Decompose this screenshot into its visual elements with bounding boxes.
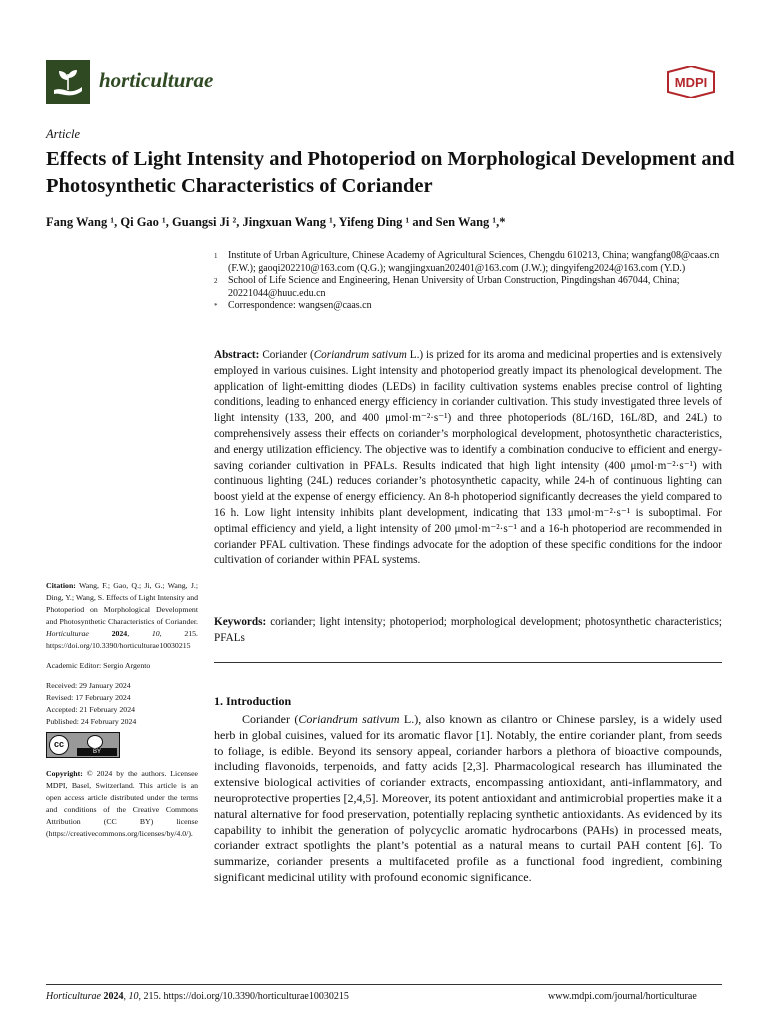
citation-volume: , 10, bbox=[127, 629, 162, 638]
citation-label: Citation: bbox=[46, 581, 76, 590]
keywords bbox=[214, 615, 722, 647]
keywords-text: coriander; light intensity; photoperiod; morphological development; photosynthetic characteristics; PFALs bbox=[214, 616, 723, 644]
publisher-name: MDPI bbox=[674, 75, 708, 90]
journal-name: horticulturae bbox=[99, 68, 214, 92]
mdpi-logo bbox=[664, 66, 718, 98]
copyright-text: © 2024 by the authors. Licensee MDPI, Basel, Switzerland. This article is an open access article distributed under the terms and conditions of the Creative Commons Attribution (CC BY) license (https://creativecommons.org/licenses/by/4.0/). bbox=[46, 769, 198, 838]
footer-citation bbox=[46, 991, 349, 1002]
abstract-text: L.) is prized for its aroma and medicinal properties and is extensively employed in various cuisines. Light intensity and photoperiod greatly impact its phenological development. The application of light-emitting diodes (LEDs) in facility cultivation systems enables precise control of lighting conditions, leading to enhanced energy efficiency in coriander cultivation. This study investigated three levels of light intensity (133, 200, and 400 μmol·m⁻²·s⁻¹) and three photoperiods (8L/16D, 16L/8D, and 24L) to comprehensively assess their effects on coriander’s morphological development, photosynthetic characteristics, and energy utilization efficiency. The objective was to identify a combination conducive to efficient and energy-saving coriander cultivation in PFALs. Results indicated that high light intensity (400 μmol·m⁻²·s⁻¹) with continuous lighting (24L) reduces coriander’s photosynthetic capacity, while 24-h of continuous lighting can boost yield at the expense of energy efficiency. An 8-h photoperiod significantly decreases the yield compared to 16 h. Low light intensity inhibits plant development, indicating that 133 μmol·m⁻²·s⁻¹ is suboptimal. For optimal efficiency and yield, a light intensity of 200 μmol·m⁻²·s⁻¹ and a 16-h photoperiod are recommended in coriander PFAL cultivation. These findings advocate for the adoption of these specific conditions for the indoor cultivation of coriander within PFAL systems. bbox=[214, 349, 722, 567]
paragraph bbox=[214, 712, 722, 886]
plant-hand-icon bbox=[46, 60, 90, 104]
citation bbox=[46, 580, 198, 652]
cc-icon: cc bbox=[49, 735, 69, 755]
affiliation-mark: 1 bbox=[214, 252, 218, 260]
abstract-label: Abstract: bbox=[214, 349, 260, 361]
footer-divider bbox=[46, 984, 722, 985]
revised-date: Revised: 17 February 2024 bbox=[46, 693, 131, 702]
copyright bbox=[46, 768, 198, 840]
affiliations bbox=[214, 250, 734, 313]
footer-journal-url[interactable]: www.mdpi.com/journal/horticulturae bbox=[548, 991, 697, 1002]
introduction-body bbox=[214, 712, 722, 886]
keywords-label: Keywords: bbox=[214, 616, 267, 628]
accepted-date: Accepted: 21 February 2024 bbox=[46, 705, 135, 714]
person-icon bbox=[87, 735, 103, 749]
affiliation-text: Institute of Urban Agriculture, Chinese Academy of Agricultural Sciences, Chengdu 610213, China; wangfang08@caas.cn (F.W.); gaoqi202210@163.com (Q.G.); wangjingxuan202401@163.com (J.W.); dingyifeng2024@163.com (Y.D.) bbox=[228, 250, 720, 274]
article-title: Effects of Light Intensity and Photoperiod on Morphological Development and Photosynthetic Characteristics of Coriander bbox=[46, 148, 735, 197]
journal-logo bbox=[46, 60, 90, 104]
species-name: Coriandrum sativum bbox=[298, 712, 400, 726]
published-date: Published: 24 February 2024 bbox=[46, 717, 137, 726]
academic-editor: Academic Editor: Sergio Argento bbox=[46, 661, 151, 670]
section-divider bbox=[214, 662, 722, 663]
species-name: Coriandrum sativum bbox=[313, 349, 407, 361]
by-label: BY bbox=[77, 748, 117, 756]
correspondence bbox=[214, 300, 734, 313]
received-date: Received: 29 January 2024 bbox=[46, 681, 131, 690]
citation-journal: Horticulturae bbox=[46, 629, 89, 638]
footer-journal: Horticulturae bbox=[46, 991, 101, 1002]
cc-by-license-icon[interactable] bbox=[46, 732, 120, 758]
abstract bbox=[214, 348, 722, 569]
article-type: Article bbox=[46, 127, 81, 141]
paragraph-text: L.), also known as cilantro or Chinese parsley, is a widely used herb in global cuisines, valued for its aromatic flavor [1]. Notably, the entire coriander plant, from seeds to foliage, is edible. Beyond its sensory appeal, coriander harbors a plethora of bioactive compounds, including flavonoids, terpenoids, and fatty acids [2,3]. Pharmacological research has illuminated the extensive biological activities of coriander extracts, encompassing antioxidant, anti-inflammatory, and neuroprotective properties [2,4,5]. Moreover, its potent antioxidant and antimicrobial properties make it a natural alternative for food preservation, potentially replacing synthetic antioxidants. As evidenced by its capability to inhibit the generation of polycyclic aromatic hydrocarbons (PAHs) in processed meats, coriander extract spotlights the plant’s potential as a natural means to curtail PAH content [6]. To summarize, coriander presents a multifaceted profile as a functional food ingredient, combining significant medicinal utility with profound economic significance. bbox=[214, 712, 722, 884]
citation-year: 2024 bbox=[88, 629, 128, 638]
correspondence-text: Correspondence: wangsen@caas.cn bbox=[228, 300, 372, 312]
affiliation-mark: 2 bbox=[214, 277, 218, 286]
author-list: Fang Wang ¹, Qi Gao ¹, Guangsi Ji ², Jingxuan Wang ¹, Yifeng Ding ¹ and Sen Wang ¹,* bbox=[46, 215, 506, 229]
sidebar bbox=[46, 580, 198, 848]
dates bbox=[46, 680, 198, 728]
paragraph-text: Coriander ( bbox=[242, 712, 299, 726]
copyright-label: Copyright: bbox=[46, 769, 83, 778]
citation-text: Wang, F.; Gao, Q.; Ji, G.; Wang, J.; Ding, Y.; Wang, S. Effects of Light Intensity and Photoperiod on Morphological Development and Photosynthetic Characteristics of Coriander. bbox=[46, 581, 198, 626]
citation-doi[interactable]: 215. https://doi.org/10.3390/horticulturae10030215 bbox=[46, 629, 199, 650]
abstract-text: Coriander ( bbox=[262, 349, 314, 361]
footer-volume: , 10, bbox=[123, 991, 141, 1002]
affiliation-2 bbox=[214, 275, 734, 300]
affiliation-1 bbox=[214, 250, 734, 275]
footer-doi[interactable]: 215. https://doi.org/10.3390/horticulturae10030215 bbox=[141, 991, 349, 1002]
affiliation-mark: * bbox=[214, 302, 218, 311]
affiliation-text: School of Life Science and Engineering, Henan University of Urban Construction, Pingdingshan 467044, China; 20221044@huuc.edu.cn bbox=[228, 275, 680, 299]
footer-year: 2024 bbox=[101, 991, 124, 1002]
section-heading: 1. Introduction bbox=[214, 694, 292, 708]
